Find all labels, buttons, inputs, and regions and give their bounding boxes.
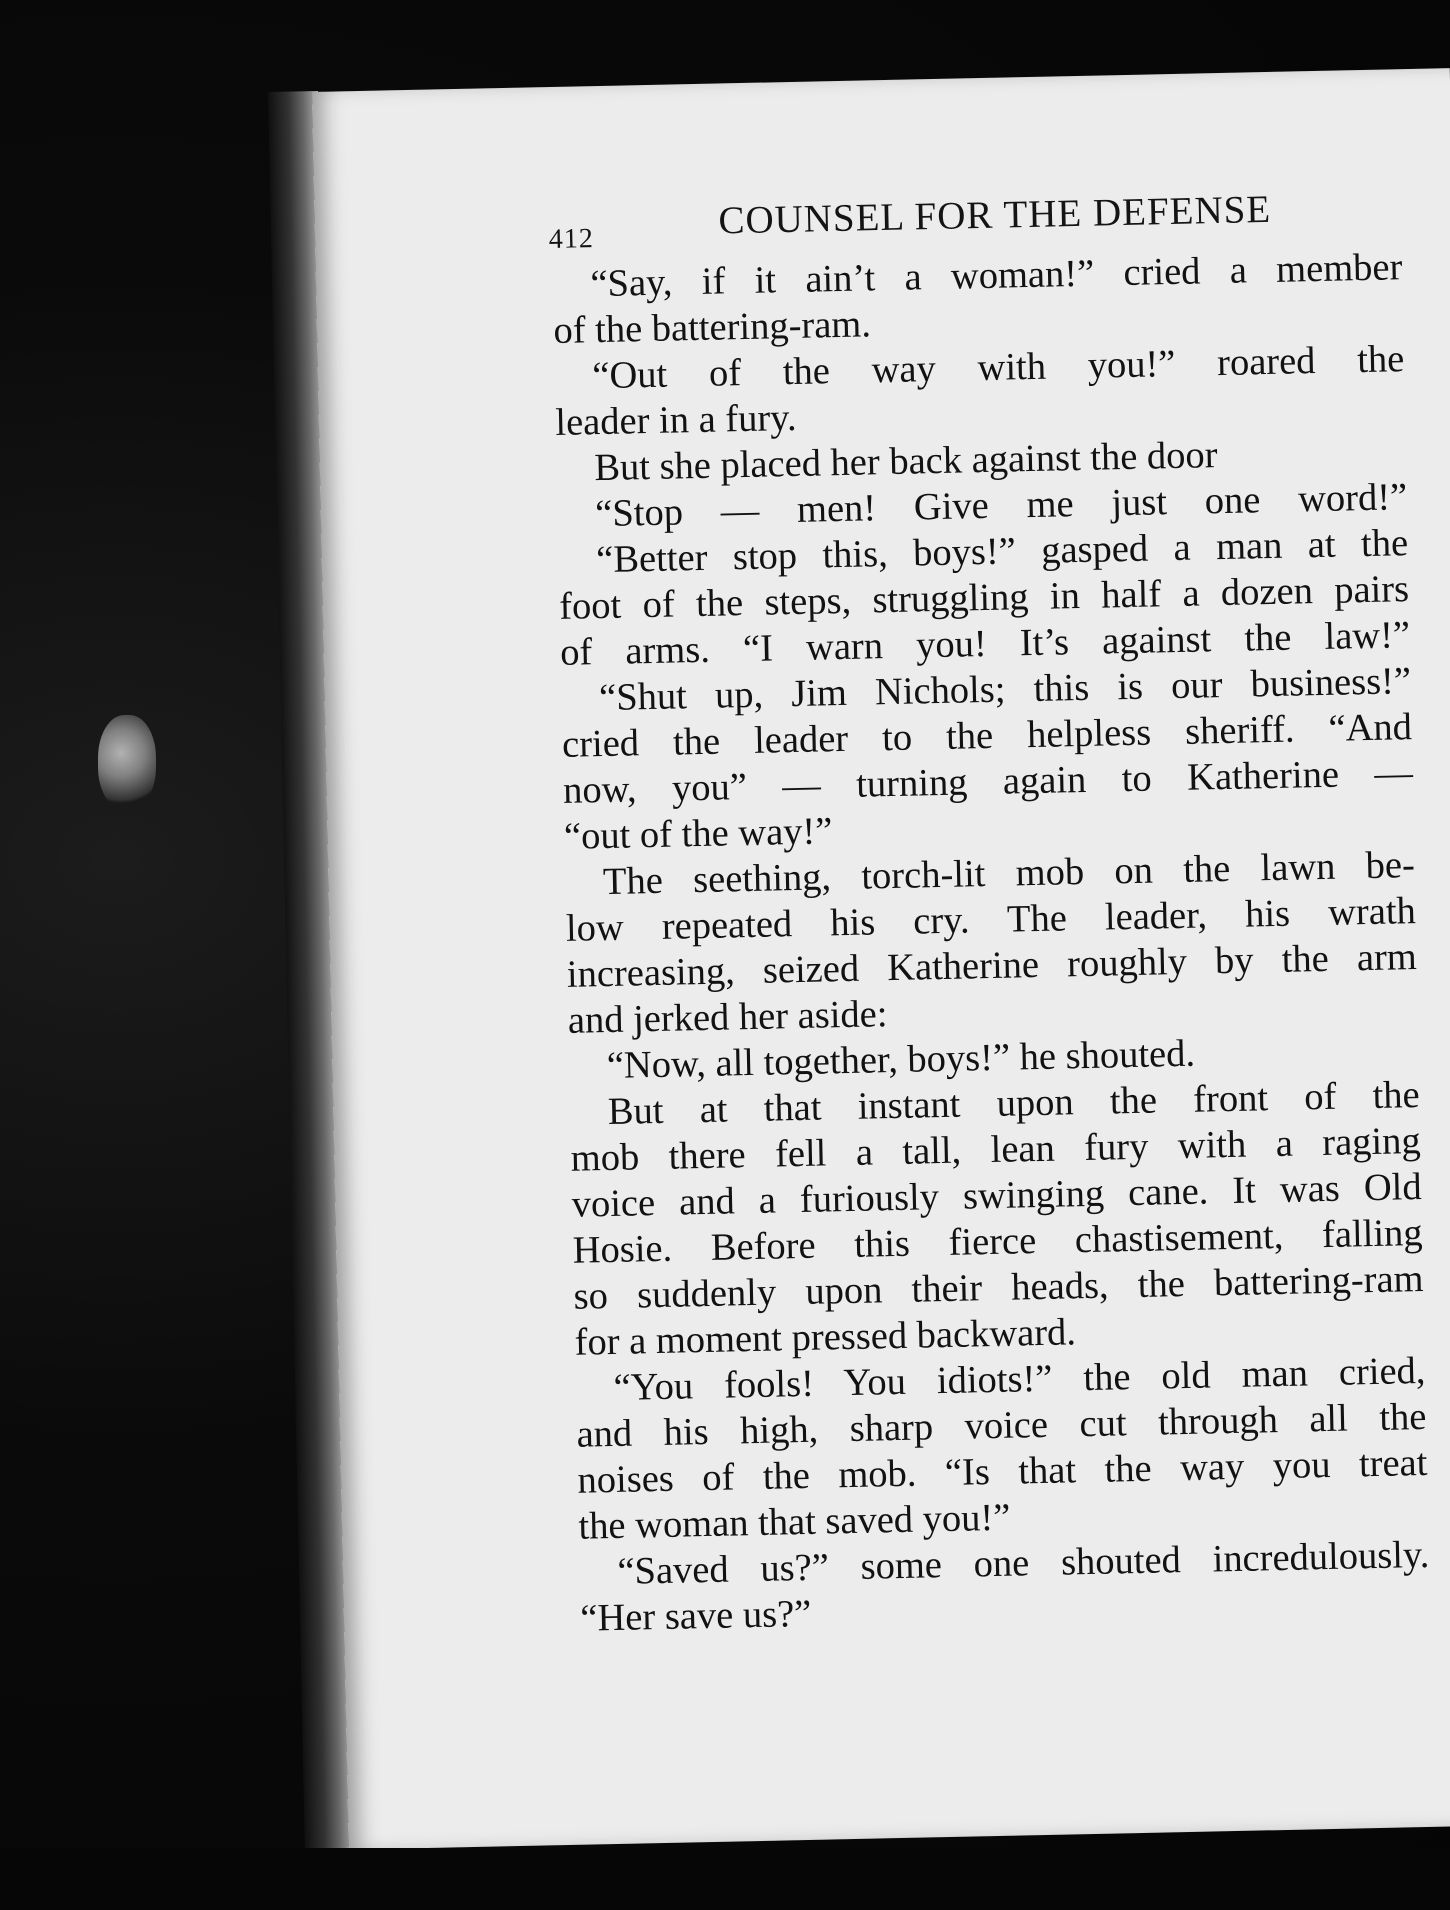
text-line: so suddenly upon their heads, the battering-ram	[573, 1257, 1424, 1318]
text-line: mob there fell a tall, lean fury with a raging	[570, 1120, 1422, 1180]
text-line: “Say, if it ain’t a woman!” cried a member	[590, 246, 1403, 306]
text-line: “Stop — men! Give me just one word!”	[594, 476, 1408, 536]
text-line: “Out of the way with you!” roared the	[591, 338, 1405, 398]
text-line: low repeated his cry. The leader, his wrath	[565, 890, 1417, 950]
text-line: “out of the way!”	[563, 810, 833, 858]
text-line: the woman that saved you!”	[578, 1496, 1011, 1548]
text-line: increasing, seized Katherine roughly by the arm	[566, 936, 1418, 996]
text-line: cried the leader to the helpless sheriff. “And	[561, 706, 1413, 766]
text-line: leader in a fury.	[554, 396, 797, 444]
text-line: foot of the steps, struggling in half a dozen pairs	[558, 568, 1410, 628]
text-line: But she placed her back against the door	[593, 434, 1218, 490]
text-line: The seething, torch-lit mob on the lawn be-	[602, 844, 1416, 904]
text-line: for a moment pressed backward.	[574, 1311, 1077, 1364]
text-line: Hosie. Before this fierce chastisement, falling	[572, 1211, 1423, 1272]
text-line: now, you” — turning again to Katherine —	[562, 752, 1414, 812]
text-line: But at that instant upon the front of the	[607, 1074, 1421, 1134]
text-line: noises of the mob. “Is that the way you treat	[577, 1441, 1428, 1502]
text-line: of the battering-ram.	[553, 303, 872, 352]
text-line: of arms. “I warn you! It’s against the law!”	[559, 614, 1411, 674]
text-line: and jerked her aside:	[567, 993, 888, 1042]
text-line: “You fools! You idiots!” the old man cried,	[613, 1349, 1426, 1409]
body-text	[552, 244, 1431, 1641]
text-line: “Now, all together, boys!” he shouted.	[606, 1032, 1196, 1088]
text-line: “Saved us?” some one shouted incredulously.	[617, 1533, 1430, 1593]
text-line: “Her save us?”	[579, 1592, 812, 1640]
scan-bottom-edge	[0, 1848, 1450, 1910]
text-line: and his high, sharp voice cut through all the	[576, 1395, 1427, 1456]
running-head: COUNSEL FOR THE DEFENSE	[717, 187, 1272, 243]
page-number: 412	[548, 223, 595, 255]
scan-smudge	[98, 715, 156, 810]
text-line: “Better stop this, boys!” gasped a man at the	[595, 522, 1409, 582]
text-line: “Shut up, Jim Nichols; this is our business!”	[598, 660, 1412, 720]
text-line: voice and a furiously swinging cane. It was Old	[571, 1165, 1423, 1226]
